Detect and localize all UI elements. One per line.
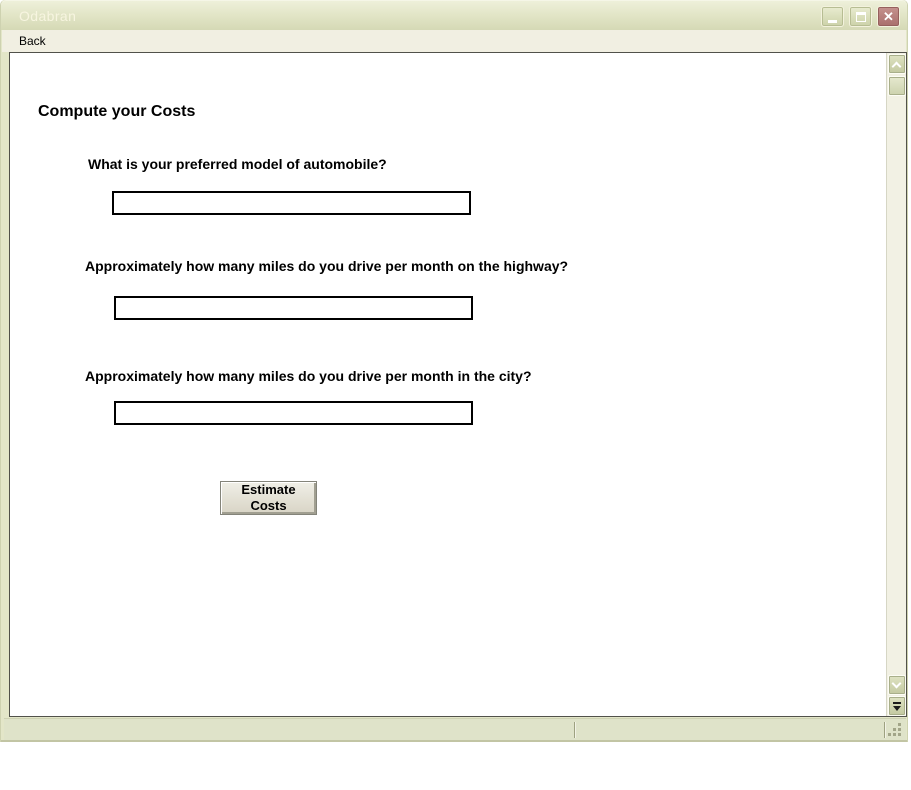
scroll-end-icon bbox=[893, 702, 901, 711]
highway-miles-input[interactable] bbox=[114, 296, 473, 320]
content-frame bbox=[9, 52, 907, 717]
page-title: Compute your Costs bbox=[38, 103, 196, 120]
menu-item-back[interactable]: Back bbox=[19, 34, 46, 48]
close-icon: ✕ bbox=[883, 9, 894, 24]
window-bottom-border bbox=[1, 740, 907, 742]
scroll-down-button[interactable] bbox=[888, 675, 906, 695]
question-label-city-miles: Approximately how many miles do you drive per month in the city? bbox=[85, 368, 532, 384]
close-button[interactable] bbox=[877, 6, 900, 27]
question-label-highway-miles: Approximately how many miles do you drive per month on the highway? bbox=[85, 258, 569, 274]
form-page bbox=[10, 53, 886, 716]
chevron-up-icon bbox=[892, 61, 902, 71]
window-title: Odabran bbox=[19, 8, 77, 24]
status-bar bbox=[4, 718, 906, 740]
maximize-icon bbox=[856, 12, 866, 22]
estimate-costs-button[interactable]: Estimate Costs bbox=[220, 481, 317, 515]
city-miles-input[interactable] bbox=[114, 401, 473, 425]
resize-grip-icon[interactable] bbox=[888, 723, 901, 736]
status-bar-divider bbox=[884, 722, 885, 738]
chevron-down-icon bbox=[892, 679, 902, 689]
vertical-scrollbar[interactable] bbox=[886, 53, 906, 716]
minimize-button[interactable] bbox=[821, 6, 844, 27]
maximize-button[interactable] bbox=[849, 6, 872, 27]
minimize-icon bbox=[828, 20, 837, 23]
scroll-up-button[interactable] bbox=[888, 54, 906, 74]
question-label-automobile-model: What is your preferred model of automobile? bbox=[88, 156, 387, 172]
window-controls bbox=[821, 6, 900, 27]
scrollbar-thumb[interactable] bbox=[888, 76, 906, 96]
title-bar[interactable] bbox=[1, 0, 907, 30]
automobile-model-input[interactable] bbox=[112, 191, 471, 215]
status-bar-divider bbox=[574, 722, 575, 738]
scroll-end-button[interactable] bbox=[888, 696, 906, 716]
menu-bar bbox=[2, 30, 906, 52]
